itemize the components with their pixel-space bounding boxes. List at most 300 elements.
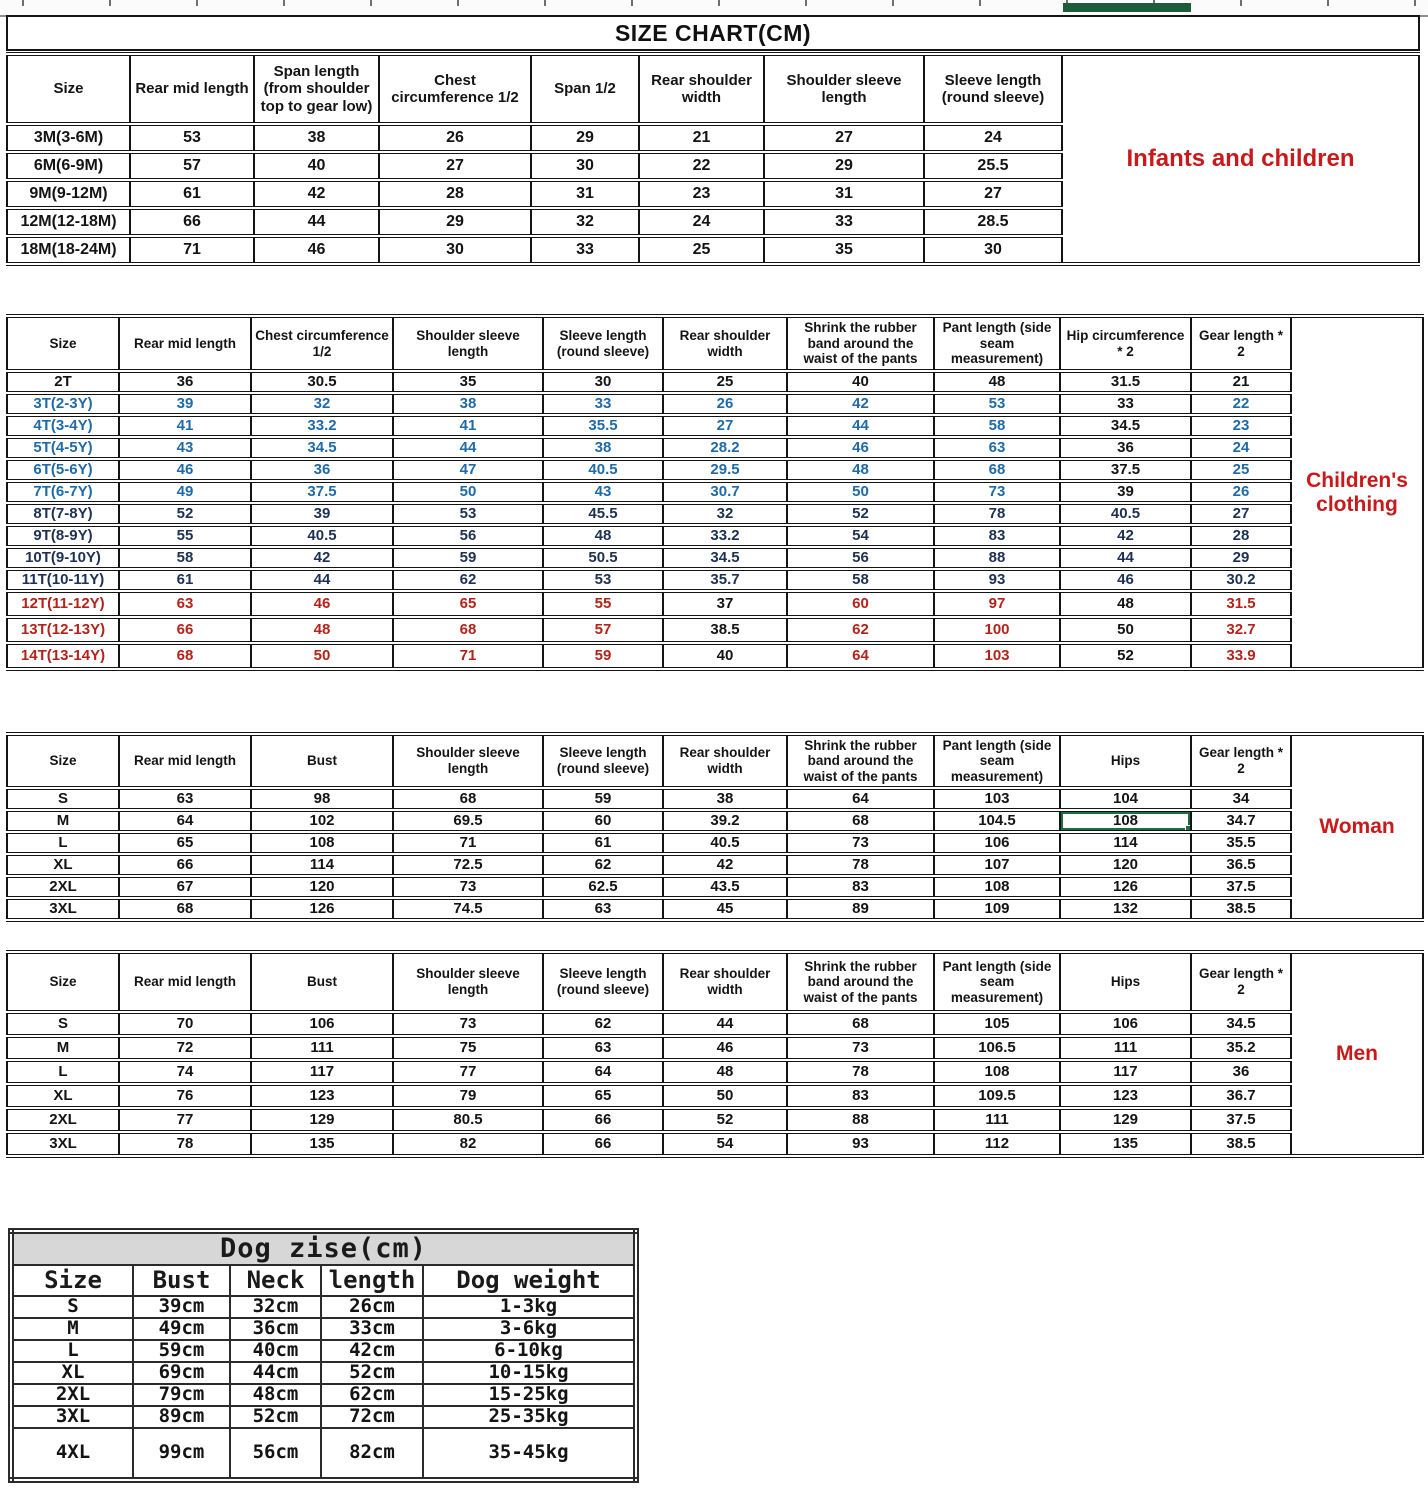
column-header-cell: Shoulder sleeve length bbox=[393, 734, 543, 788]
measurement-cell: 40.5 bbox=[663, 832, 787, 854]
size-cell: L bbox=[11, 1340, 133, 1362]
measurement-cell: 36cm bbox=[230, 1318, 321, 1340]
column-header-cell: Sleeve length (round sleeve) bbox=[543, 316, 663, 371]
measurement-cell: 79 bbox=[393, 1084, 543, 1108]
size-cell: 8T(7-8Y) bbox=[7, 503, 119, 525]
children-size-table bbox=[6, 314, 1424, 671]
measurement-cell: 39.2 bbox=[663, 810, 787, 832]
measurement-cell: 49 bbox=[119, 481, 251, 503]
measurement-cell: 109 bbox=[934, 898, 1060, 920]
measurement-cell: 66 bbox=[119, 617, 251, 643]
table-row bbox=[11, 1362, 636, 1384]
measurement-cell: 68 bbox=[119, 643, 251, 669]
measurement-cell: 43 bbox=[119, 437, 251, 459]
measurement-cell: 38.5 bbox=[1191, 1132, 1291, 1156]
measurement-cell: 52cm bbox=[230, 1406, 321, 1428]
measurement-cell: 64 bbox=[543, 1060, 663, 1084]
measurement-cell: 129 bbox=[251, 1108, 393, 1132]
column-header-cell: Rear shoulder width bbox=[639, 54, 764, 124]
dog-size-table bbox=[8, 1228, 639, 1483]
measurement-cell: 117 bbox=[1060, 1060, 1191, 1084]
measurement-cell: 3-6kg bbox=[423, 1318, 636, 1340]
column-header-cell: Pant length (side seam measurement) bbox=[934, 734, 1060, 788]
measurement-cell: 126 bbox=[251, 898, 393, 920]
size-cell: 10T(9-10Y) bbox=[7, 547, 119, 569]
table-row bbox=[7, 437, 1423, 459]
measurement-cell: 50 bbox=[787, 481, 934, 503]
measurement-cell: 21 bbox=[1191, 371, 1291, 393]
measurement-cell: 59 bbox=[543, 788, 663, 810]
measurement-cell: 24 bbox=[1191, 437, 1291, 459]
measurement-cell: 123 bbox=[1060, 1084, 1191, 1108]
measurement-cell: 43.5 bbox=[663, 876, 787, 898]
measurement-cell: 72cm bbox=[321, 1406, 423, 1428]
measurement-cell: 27 bbox=[924, 180, 1062, 208]
measurement-cell: 53 bbox=[934, 393, 1060, 415]
measurement-cell: 71 bbox=[393, 832, 543, 854]
column-header-cell: Pant length (side seam measurement) bbox=[934, 952, 1060, 1012]
measurement-cell: 32 bbox=[251, 393, 393, 415]
measurement-cell: 35 bbox=[393, 371, 543, 393]
measurement-cell: 35-45kg bbox=[423, 1428, 636, 1480]
measurement-cell: 123 bbox=[251, 1084, 393, 1108]
column-header-cell: Gear length * 2 bbox=[1191, 952, 1291, 1012]
measurement-cell: 31.5 bbox=[1060, 371, 1191, 393]
measurement-cell: 83 bbox=[934, 525, 1060, 547]
measurement-cell: 28 bbox=[379, 180, 531, 208]
column-header-cell: Shoulder sleeve length bbox=[393, 316, 543, 371]
measurement-cell: 99cm bbox=[133, 1428, 230, 1480]
measurement-cell: 38 bbox=[393, 393, 543, 415]
column-header-cell: Sleeve length (round sleeve) bbox=[543, 734, 663, 788]
measurement-cell: 42 bbox=[1060, 525, 1191, 547]
measurement-cell: 105 bbox=[934, 1012, 1060, 1036]
column-header-cell: Rear mid length bbox=[130, 54, 254, 124]
measurement-cell: 47 bbox=[393, 459, 543, 481]
measurement-cell: 78 bbox=[787, 1060, 934, 1084]
table-row bbox=[7, 1132, 1423, 1156]
measurement-cell: 111 bbox=[934, 1108, 1060, 1132]
size-cell: 3M(3-6M) bbox=[7, 124, 130, 152]
size-cell: 2XL bbox=[7, 1108, 119, 1132]
column-header-cell: Rear mid length bbox=[119, 316, 251, 371]
group-label: Men bbox=[1291, 952, 1423, 1156]
measurement-cell: 25 bbox=[639, 236, 764, 264]
measurement-cell: 46 bbox=[1060, 569, 1191, 591]
measurement-cell: 30.5 bbox=[251, 371, 393, 393]
size-cell: 7T(6-7Y) bbox=[7, 481, 119, 503]
measurement-cell: 79cm bbox=[133, 1384, 230, 1406]
measurement-cell: 6-10kg bbox=[423, 1340, 636, 1362]
measurement-cell: 34.5 bbox=[251, 437, 393, 459]
column-header-cell: Size bbox=[7, 54, 130, 124]
measurement-cell: 15-25kg bbox=[423, 1384, 636, 1406]
children-size-table bbox=[6, 314, 1424, 671]
measurement-cell: 33 bbox=[764, 208, 924, 236]
measurement-cell: 46 bbox=[787, 437, 934, 459]
measurement-cell: 30 bbox=[379, 236, 531, 264]
measurement-cell: 72 bbox=[119, 1036, 251, 1060]
measurement-cell: 37.5 bbox=[1191, 1108, 1291, 1132]
size-cell: L bbox=[7, 1060, 119, 1084]
measurement-cell: 68 bbox=[393, 788, 543, 810]
table-row bbox=[11, 1384, 636, 1406]
page-title: SIZE CHART(CM) bbox=[6, 15, 1420, 51]
measurement-cell: 68 bbox=[934, 459, 1060, 481]
measurement-cell: 30 bbox=[543, 371, 663, 393]
measurement-cell: 58 bbox=[934, 415, 1060, 437]
measurement-cell: 33.2 bbox=[663, 525, 787, 547]
measurement-cell: 43 bbox=[543, 481, 663, 503]
column-header-cell: Gear length * 2 bbox=[1191, 734, 1291, 788]
measurement-cell: 44 bbox=[251, 569, 393, 591]
column-header-cell: Size bbox=[7, 952, 119, 1012]
measurement-cell: 62.5 bbox=[543, 876, 663, 898]
measurement-cell: 57 bbox=[130, 152, 254, 180]
measurement-cell: 89cm bbox=[133, 1406, 230, 1428]
measurement-cell: 41 bbox=[393, 415, 543, 437]
measurement-cell: 53 bbox=[543, 569, 663, 591]
measurement-cell: 55 bbox=[119, 525, 251, 547]
measurement-cell: 120 bbox=[251, 876, 393, 898]
table-row bbox=[7, 876, 1423, 898]
measurement-cell: 75 bbox=[393, 1036, 543, 1060]
measurement-cell: 126 bbox=[1060, 876, 1191, 898]
table-row bbox=[7, 371, 1423, 393]
column-header-cell: Span 1/2 bbox=[531, 54, 639, 124]
measurement-cell: 64 bbox=[787, 643, 934, 669]
table-row bbox=[11, 1406, 636, 1428]
table-row bbox=[7, 1036, 1423, 1060]
measurement-cell: 135 bbox=[251, 1132, 393, 1156]
measurement-cell: 33 bbox=[543, 393, 663, 415]
measurement-cell: 50 bbox=[663, 1084, 787, 1108]
table-row bbox=[7, 788, 1423, 810]
column-header-cell: Size bbox=[7, 316, 119, 371]
table-row bbox=[7, 1084, 1423, 1108]
measurement-cell: 52 bbox=[119, 503, 251, 525]
measurement-cell: 30 bbox=[531, 152, 639, 180]
measurement-cell: 93 bbox=[787, 1132, 934, 1156]
measurement-cell: 46 bbox=[251, 591, 393, 617]
measurement-cell: 56 bbox=[787, 547, 934, 569]
column-header-cell: Bust bbox=[251, 734, 393, 788]
measurement-cell: 27 bbox=[764, 124, 924, 152]
column-header-cell: Hips bbox=[1060, 734, 1191, 788]
table-row bbox=[11, 1318, 636, 1340]
measurement-cell: 46 bbox=[663, 1036, 787, 1060]
measurement-cell: 62 bbox=[787, 617, 934, 643]
measurement-cell: 71 bbox=[130, 236, 254, 264]
measurement-cell: 59cm bbox=[133, 1340, 230, 1362]
measurement-cell: 63 bbox=[543, 898, 663, 920]
table-row bbox=[7, 503, 1423, 525]
measurement-cell: 80.5 bbox=[393, 1108, 543, 1132]
measurement-cell: 33 bbox=[1060, 393, 1191, 415]
column-header-cell: Shrink the rubber band around the waist of the pants bbox=[787, 952, 934, 1012]
measurement-cell: 78 bbox=[787, 854, 934, 876]
measurement-cell: 23 bbox=[1191, 415, 1291, 437]
measurement-cell: 61 bbox=[119, 569, 251, 591]
measurement-cell: 38.5 bbox=[663, 617, 787, 643]
size-cell: M bbox=[7, 1036, 119, 1060]
measurement-cell: 66 bbox=[543, 1132, 663, 1156]
measurement-cell: 37.5 bbox=[1191, 876, 1291, 898]
measurement-cell: 106 bbox=[1060, 1012, 1191, 1036]
measurement-cell: 36 bbox=[1060, 437, 1191, 459]
measurement-cell: 53 bbox=[130, 124, 254, 152]
measurement-cell: 30.7 bbox=[663, 481, 787, 503]
size-cell: 12T(11-12Y) bbox=[7, 591, 119, 617]
table-row bbox=[7, 1060, 1423, 1084]
size-cell: 13T(12-13Y) bbox=[7, 617, 119, 643]
measurement-cell: 102 bbox=[251, 810, 393, 832]
measurement-cell: 72.5 bbox=[393, 854, 543, 876]
measurement-cell: 107 bbox=[934, 854, 1060, 876]
measurement-cell: 39 bbox=[1060, 481, 1191, 503]
measurement-cell: 42 bbox=[251, 547, 393, 569]
measurement-cell: 88 bbox=[787, 1108, 934, 1132]
dog-table-title: Dog zise(cm) bbox=[11, 1231, 636, 1265]
measurement-cell: 38.5 bbox=[1191, 898, 1291, 920]
measurement-cell: 36 bbox=[1191, 1060, 1291, 1084]
size-cell: 4T(3-4Y) bbox=[7, 415, 119, 437]
measurement-cell: 33 bbox=[531, 236, 639, 264]
measurement-cell: 56 bbox=[393, 525, 543, 547]
measurement-cell: 135 bbox=[1060, 1132, 1191, 1156]
measurement-cell: 74 bbox=[119, 1060, 251, 1084]
measurement-cell: 26 bbox=[1191, 481, 1291, 503]
measurement-cell: 41 bbox=[119, 415, 251, 437]
measurement-cell: 73 bbox=[393, 1012, 543, 1036]
measurement-cell: 50 bbox=[393, 481, 543, 503]
measurement-cell: 62cm bbox=[321, 1384, 423, 1406]
size-cell: 2T bbox=[7, 371, 119, 393]
column-header-cell: Rear shoulder width bbox=[663, 952, 787, 1012]
table-row bbox=[7, 459, 1423, 481]
size-cell: 12M(12-18M) bbox=[7, 208, 130, 236]
measurement-cell: 108 bbox=[934, 1060, 1060, 1084]
measurement-cell: 55 bbox=[543, 591, 663, 617]
measurement-cell: 34 bbox=[1191, 788, 1291, 810]
measurement-cell: 25.5 bbox=[924, 152, 1062, 180]
table-row bbox=[7, 481, 1423, 503]
size-cell: 11T(10-11Y) bbox=[7, 569, 119, 591]
measurement-cell: 64 bbox=[787, 788, 934, 810]
size-cell: 2XL bbox=[11, 1384, 133, 1406]
size-cell: 14T(13-14Y) bbox=[7, 643, 119, 669]
measurement-cell: 52cm bbox=[321, 1362, 423, 1384]
measurement-cell: 62 bbox=[543, 854, 663, 876]
size-cell: 18M(18-24M) bbox=[7, 236, 130, 264]
measurement-cell: 103 bbox=[934, 643, 1060, 669]
size-cell: S bbox=[7, 788, 119, 810]
measurement-cell: 25 bbox=[663, 371, 787, 393]
measurement-cell: 38 bbox=[254, 124, 379, 152]
column-header-cell: Hips bbox=[1060, 952, 1191, 1012]
measurement-cell: 32cm bbox=[230, 1296, 321, 1318]
measurement-cell: 68 bbox=[787, 1012, 934, 1036]
measurement-cell: 66 bbox=[543, 1108, 663, 1132]
measurement-cell: 21 bbox=[639, 124, 764, 152]
men-size-table bbox=[6, 950, 1424, 1158]
measurement-cell: 27 bbox=[663, 415, 787, 437]
measurement-cell: 37.5 bbox=[251, 481, 393, 503]
measurement-cell: 38 bbox=[543, 437, 663, 459]
measurement-cell: 69.5 bbox=[393, 810, 543, 832]
column-header-cell: Sleeve length (round sleeve) bbox=[924, 54, 1062, 124]
measurement-cell: 76 bbox=[119, 1084, 251, 1108]
column-header-cell: Rear shoulder width bbox=[663, 734, 787, 788]
measurement-cell: 45 bbox=[663, 898, 787, 920]
size-cell: 6M(6-9M) bbox=[7, 152, 130, 180]
measurement-cell: 50.5 bbox=[543, 547, 663, 569]
measurement-cell: 120 bbox=[1060, 854, 1191, 876]
measurement-cell: 82 bbox=[393, 1132, 543, 1156]
column-header-cell: Shoulder sleeve length bbox=[393, 952, 543, 1012]
measurement-cell: 108 bbox=[251, 832, 393, 854]
size-cell: 3XL bbox=[7, 898, 119, 920]
measurement-cell: 36.7 bbox=[1191, 1084, 1291, 1108]
measurement-cell: 52 bbox=[1060, 643, 1191, 669]
measurement-cell: 88 bbox=[934, 547, 1060, 569]
measurement-cell: 42cm bbox=[321, 1340, 423, 1362]
measurement-cell: 63 bbox=[119, 788, 251, 810]
size-cell: XL bbox=[7, 1084, 119, 1108]
measurement-cell: 77 bbox=[393, 1060, 543, 1084]
measurement-cell: 67 bbox=[119, 876, 251, 898]
group-label: Infants and children bbox=[1062, 54, 1419, 264]
column-header-cell: length bbox=[321, 1265, 423, 1296]
measurement-cell: 33cm bbox=[321, 1318, 423, 1340]
column-header-cell: Span length (from shoulder top to gear low) bbox=[254, 54, 379, 124]
column-header-cell: Bust bbox=[133, 1265, 230, 1296]
measurement-cell: 24 bbox=[924, 124, 1062, 152]
column-header-cell: Chest circumference 1/2 bbox=[379, 54, 531, 124]
measurement-cell: 42 bbox=[787, 393, 934, 415]
measurement-cell: 68 bbox=[119, 898, 251, 920]
measurement-cell: 32 bbox=[531, 208, 639, 236]
measurement-cell: 10-15kg bbox=[423, 1362, 636, 1384]
men-size-table bbox=[6, 950, 1424, 1158]
measurement-cell: 33.9 bbox=[1191, 643, 1291, 669]
measurement-cell: 64 bbox=[119, 810, 251, 832]
measurement-cell: 129 bbox=[1060, 1108, 1191, 1132]
measurement-cell: 31 bbox=[531, 180, 639, 208]
measurement-cell: 28.5 bbox=[924, 208, 1062, 236]
measurement-cell: 82cm bbox=[321, 1428, 423, 1480]
measurement-cell: 45.5 bbox=[543, 503, 663, 525]
measurement-cell: 54 bbox=[787, 525, 934, 547]
measurement-cell: 35.2 bbox=[1191, 1036, 1291, 1060]
measurement-cell: 62 bbox=[543, 1012, 663, 1036]
measurement-cell: 38 bbox=[663, 788, 787, 810]
group-label: Children's clothing bbox=[1291, 316, 1423, 669]
column-header-cell: Shrink the rubber band around the waist of the pants bbox=[787, 734, 934, 788]
measurement-cell: 39 bbox=[251, 503, 393, 525]
measurement-cell: 65 bbox=[543, 1084, 663, 1108]
measurement-cell: 48 bbox=[543, 525, 663, 547]
measurement-cell: 73 bbox=[787, 1036, 934, 1060]
column-header-cell: Rear mid length bbox=[119, 952, 251, 1012]
table-row bbox=[7, 810, 1423, 832]
size-cell: XL bbox=[11, 1362, 133, 1384]
measurement-cell: 108 bbox=[934, 876, 1060, 898]
measurement-cell: 48 bbox=[663, 1060, 787, 1084]
table-row bbox=[7, 854, 1423, 876]
measurement-cell: 71 bbox=[393, 643, 543, 669]
measurement-cell: 60 bbox=[787, 591, 934, 617]
size-cell: S bbox=[11, 1296, 133, 1318]
measurement-cell: 46 bbox=[119, 459, 251, 481]
measurement-cell: 29 bbox=[531, 124, 639, 152]
table-row bbox=[7, 1108, 1423, 1132]
measurement-cell: 1-3kg bbox=[423, 1296, 636, 1318]
woman-size-table bbox=[6, 732, 1424, 922]
infants-size-table bbox=[6, 52, 1420, 266]
infants-size-table bbox=[6, 52, 1420, 266]
column-header-cell: Chest circumference 1/2 bbox=[251, 316, 393, 371]
measurement-cell: 33.2 bbox=[251, 415, 393, 437]
measurement-cell: 59 bbox=[393, 547, 543, 569]
measurement-cell: 114 bbox=[251, 854, 393, 876]
measurement-cell: 40.5 bbox=[251, 525, 393, 547]
measurement-cell: 78 bbox=[119, 1132, 251, 1156]
table-row bbox=[7, 898, 1423, 920]
measurement-cell: 106 bbox=[934, 832, 1060, 854]
measurement-cell: 29 bbox=[379, 208, 531, 236]
measurement-cell: 68 bbox=[787, 810, 934, 832]
measurement-cell: 42 bbox=[254, 180, 379, 208]
measurement-cell: 40 bbox=[787, 371, 934, 393]
measurement-cell: 44 bbox=[1060, 547, 1191, 569]
measurement-cell: 54 bbox=[663, 1132, 787, 1156]
measurement-cell: 103 bbox=[934, 788, 1060, 810]
table-row bbox=[11, 1340, 636, 1362]
size-cell: M bbox=[7, 810, 119, 832]
measurement-cell: 37.5 bbox=[1060, 459, 1191, 481]
measurement-cell: 42 bbox=[663, 854, 787, 876]
measurement-cell: 31.5 bbox=[1191, 591, 1291, 617]
measurement-cell: 70 bbox=[119, 1012, 251, 1036]
measurement-cell: 106.5 bbox=[934, 1036, 1060, 1060]
measurement-cell: 29.5 bbox=[663, 459, 787, 481]
table-row bbox=[7, 569, 1423, 591]
table-row bbox=[7, 591, 1423, 617]
column-header-cell: Hip circumference * 2 bbox=[1060, 316, 1191, 371]
measurement-cell: 34.5 bbox=[1191, 1012, 1291, 1036]
table-row bbox=[7, 832, 1423, 854]
measurement-cell: 27 bbox=[379, 152, 531, 180]
measurement-cell: 114 bbox=[1060, 832, 1191, 854]
measurement-cell: 37 bbox=[663, 591, 787, 617]
measurement-cell: 49cm bbox=[133, 1318, 230, 1340]
measurement-cell: 109.5 bbox=[934, 1084, 1060, 1108]
column-header-cell: Neck bbox=[230, 1265, 321, 1296]
size-cell: 2XL bbox=[7, 876, 119, 898]
measurement-cell: 52 bbox=[787, 503, 934, 525]
measurement-cell: 48cm bbox=[230, 1384, 321, 1406]
measurement-cell: 25 bbox=[1191, 459, 1291, 481]
column-header-cell: Size bbox=[11, 1265, 133, 1296]
measurement-cell: 30.2 bbox=[1191, 569, 1291, 591]
measurement-cell: 65 bbox=[119, 832, 251, 854]
measurement-cell: 63 bbox=[934, 437, 1060, 459]
table-row bbox=[7, 525, 1423, 547]
measurement-cell: 111 bbox=[1060, 1036, 1191, 1060]
measurement-cell: 25-35kg bbox=[423, 1406, 636, 1428]
measurement-cell: 104 bbox=[1060, 788, 1191, 810]
